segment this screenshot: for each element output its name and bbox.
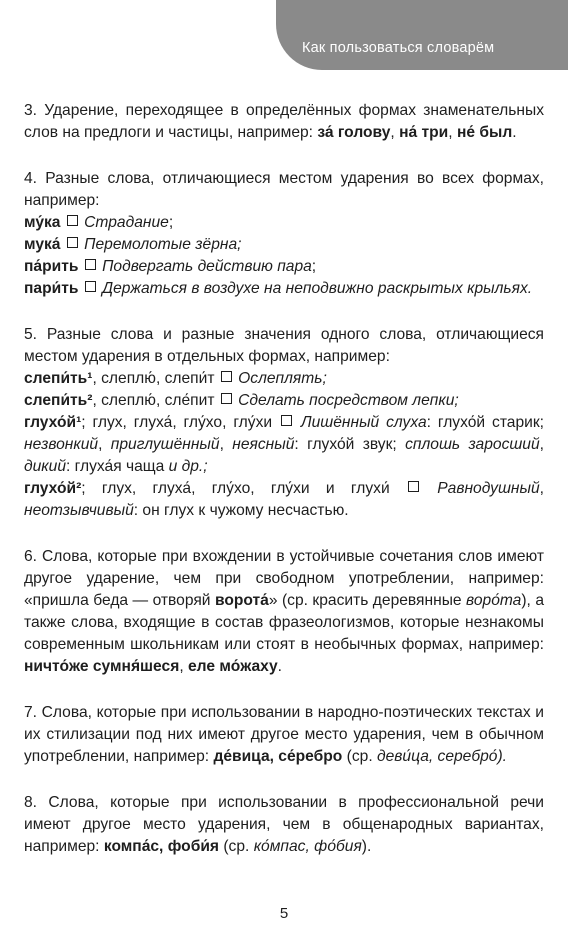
definition-box-icon — [408, 481, 419, 492]
definition: Равнодушный — [437, 480, 540, 497]
definition: Сделать посредством лепки; — [238, 392, 459, 409]
definition-box-icon — [281, 415, 292, 426]
dict-entry — [24, 278, 544, 300]
p7-text: 7. Слова, которые при использовании в народно-поэтических текстах и их стилизации под них имеют другое место ударения, чем в обычном употреблении, например: — [24, 704, 544, 765]
p6-text: 6. Слова, которые при вхождении в устойчивые сочетания слов имеют другое ударение, чем при свободном употреблении, например: «пришла беда — отворяй — [24, 548, 544, 609]
definition-box-icon — [221, 393, 232, 404]
p6-text: ), а также слова, входящие в состав фразеологизмов, которые незнакомы современным школьникам или стоят в необычных формах, например: — [24, 592, 545, 653]
p6-example: еле мо́жаху — [187, 658, 278, 675]
synonym: незвонкий — [24, 436, 99, 453]
paragraph-8 — [24, 792, 544, 858]
p8-example: компа́с, фоби́я — [103, 838, 220, 855]
etc-note: и др.; — [168, 458, 208, 475]
synonym: дикий — [24, 458, 66, 475]
p8-text: (ср. — [219, 838, 254, 855]
running-header-title: Как пользоваться словарём — [302, 40, 495, 56]
synonym: сплошь заросший — [405, 436, 540, 453]
p4-intro: 4. Разные слова, отличающиеся местом ударения во всех формах, например: — [24, 170, 544, 209]
definition: Ослеплять; — [238, 370, 327, 387]
separator: , — [179, 658, 188, 675]
definition: Страдание — [84, 214, 169, 231]
synonym: приглушённый — [110, 436, 220, 453]
dict-entry — [24, 212, 544, 234]
synonym: неясный — [232, 436, 295, 453]
p3-text: 3. Ударение, переходящее в определённых формах знаменательных слов на предлоги и частицы, например: — [24, 102, 544, 141]
word-forms: , слеплю́, сле́пит — [92, 392, 219, 409]
p8-text: 8. Слова, которые при использовании в профессиональной речи имеют другое место ударения, чем в общенародных вариантах, например: — [24, 794, 544, 855]
usage-example: : глухо́й звук; — [294, 436, 406, 453]
separator: , — [448, 124, 457, 141]
headword: мука́ — [24, 236, 61, 253]
headword: глухо́й² — [24, 480, 82, 497]
separator: , — [390, 124, 400, 141]
usage-example: : глуха́я чаща — [66, 458, 169, 475]
headword: пари́ть — [24, 280, 79, 297]
period: . — [277, 658, 283, 675]
headword: па́рить — [24, 258, 79, 275]
p6-example: ничто́же сумня́шеся — [24, 658, 180, 675]
page-number: 5 — [279, 905, 289, 922]
paragraph-5 — [24, 324, 544, 522]
separator: , — [539, 480, 544, 497]
word-forms: , слеплю́, слепи́т — [92, 370, 219, 387]
paragraph-6 — [24, 546, 544, 678]
header-tab — [276, 0, 568, 70]
p5-intro: 5. Разные слова и разные значения одного слова, отличающиеся местом ударения в отдельных формах, например: — [24, 326, 544, 365]
separator: , — [219, 436, 233, 453]
definition: Подвергать действию пара — [102, 258, 312, 275]
p6-text: » (ср. красить деревянные — [268, 592, 467, 609]
separator: , — [539, 436, 544, 453]
paragraph-4 — [24, 168, 544, 300]
dict-entry — [24, 368, 544, 390]
synonym: неотзывчивый — [24, 502, 134, 519]
dict-entry — [24, 390, 544, 412]
p7-example: де́вица, се́ребро — [213, 748, 343, 765]
headword: му́ка — [24, 214, 61, 231]
headword: слепи́ть² — [24, 392, 93, 409]
p6-example: ворота́ — [214, 592, 269, 609]
definition-box-icon — [221, 371, 232, 382]
definition-box-icon — [67, 215, 78, 226]
definition: Держаться в воздухе на неподвижно раскрытых крыльях. — [102, 280, 533, 297]
word-forms: ; глух, глуха́, глу́хо, глу́хи — [81, 414, 279, 431]
p3-example-3: не́ был — [456, 124, 513, 141]
p3-example-2: на́ три — [399, 124, 449, 141]
headword: слепи́ть¹ — [24, 370, 93, 387]
definition-box-icon — [85, 281, 96, 292]
usage-example: : он глух к чужому несчастью. — [133, 502, 349, 519]
p7-compare: деви́ца, серебро́). — [377, 748, 507, 765]
headword: глухо́й¹ — [24, 414, 82, 431]
word-forms: ; глух, глуха́, глу́хо, глу́хи и глухи́ — [81, 480, 406, 497]
definition-box-icon — [85, 259, 96, 270]
period: . — [512, 124, 517, 141]
paragraph-7 — [24, 702, 544, 768]
p3-example-1: за́ голову — [317, 124, 391, 141]
separator: , — [98, 436, 111, 453]
definition: Перемолотые зёрна; — [84, 236, 242, 253]
dict-entry — [24, 412, 544, 478]
usage-example: : глухо́й старик; — [426, 414, 544, 431]
page-content — [24, 100, 544, 882]
p8-compare: ко́мпас, фо́бия — [253, 838, 362, 855]
entry-tail: ; — [311, 258, 317, 275]
p6-compare: воро́та — [466, 592, 522, 609]
dict-entry — [24, 256, 544, 278]
entry-tail: ; — [168, 214, 174, 231]
period: ). — [361, 838, 372, 855]
paragraph-3 — [24, 100, 544, 144]
dict-entry — [24, 234, 544, 256]
definition-box-icon — [67, 237, 78, 248]
p7-text: (ср. — [342, 748, 377, 765]
dict-entry — [24, 478, 544, 522]
definition: Лишённый слуха — [300, 414, 427, 431]
